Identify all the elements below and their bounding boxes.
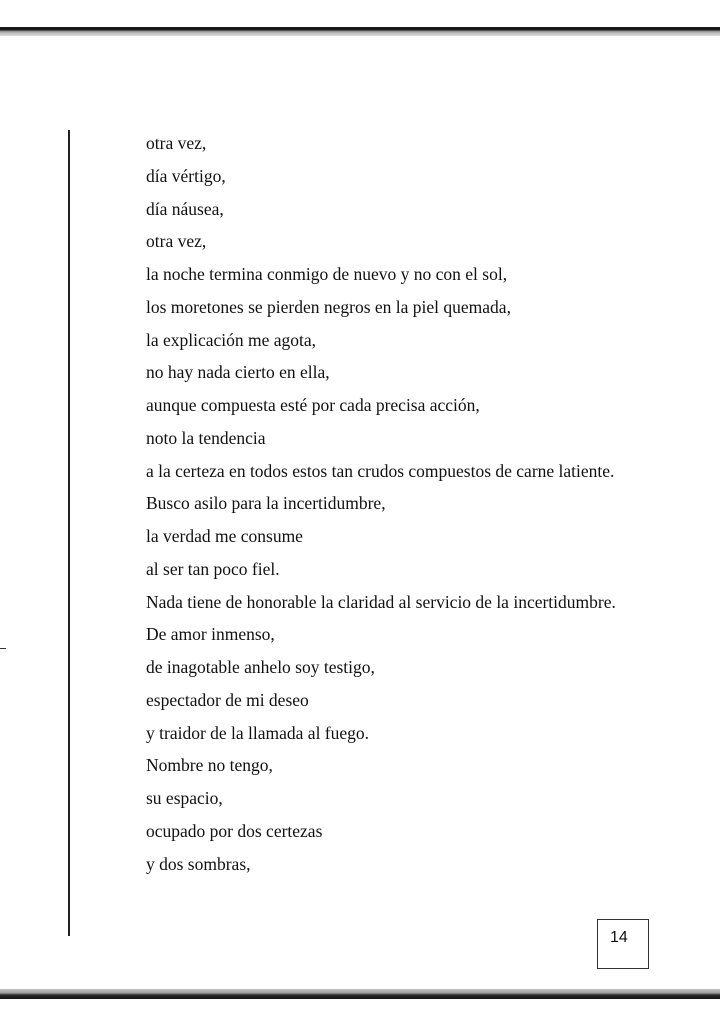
poem-line: y dos sombras, xyxy=(146,853,251,874)
page-number-box xyxy=(597,919,649,969)
poem-line: Busco asilo para la incertidumbre, xyxy=(146,493,386,514)
poem-line: otra vez, xyxy=(146,133,207,153)
poem-line: otra vez, xyxy=(146,231,207,252)
bottom-border-rule xyxy=(0,989,720,999)
poem-line: día náusea, xyxy=(146,198,224,219)
top-border-rule xyxy=(0,27,720,36)
poem-line: aunque compuesta esté por cada precisa acción, xyxy=(146,395,480,415)
poem-line: la noche termina conmigo de nuevo y no con el sol, xyxy=(146,264,508,284)
poem-line: y traidor de la llamada al fuego. xyxy=(146,722,370,743)
poem-line: espectador de mi deseo xyxy=(146,689,309,710)
poem-line: los moretones se pierden negros en la piel quemada, xyxy=(146,296,511,317)
poem-line: día vértigo, xyxy=(146,165,226,186)
poem-text xyxy=(146,130,616,883)
poem-line: a la certeza en todos estos tan crudos compuestos de carne latiente. xyxy=(146,460,615,481)
poem-line: la verdad me consume xyxy=(146,526,303,546)
poem-line: Nada tiene de honorable la claridad al servicio de la incertidumbre. xyxy=(146,591,616,612)
poem-line: de inagotable anhelo soy testigo, xyxy=(146,657,375,677)
left-margin-tick xyxy=(0,648,6,649)
poem-line: Nombre no tengo, xyxy=(146,755,273,776)
poem-line: no hay nada cierto en ella, xyxy=(146,362,330,383)
poem-line: al ser tan poco fiel. xyxy=(146,558,280,579)
left-margin-line xyxy=(68,130,70,936)
page-number: 14 xyxy=(610,929,628,946)
poem-line: noto la tendencia xyxy=(146,427,266,448)
poem-line: ocupado por dos certezas xyxy=(146,820,323,841)
poem-line: De amor inmenso, xyxy=(146,624,275,645)
poem-line: la explicación me agota, xyxy=(146,329,317,350)
poem-line: su espacio, xyxy=(146,788,223,808)
